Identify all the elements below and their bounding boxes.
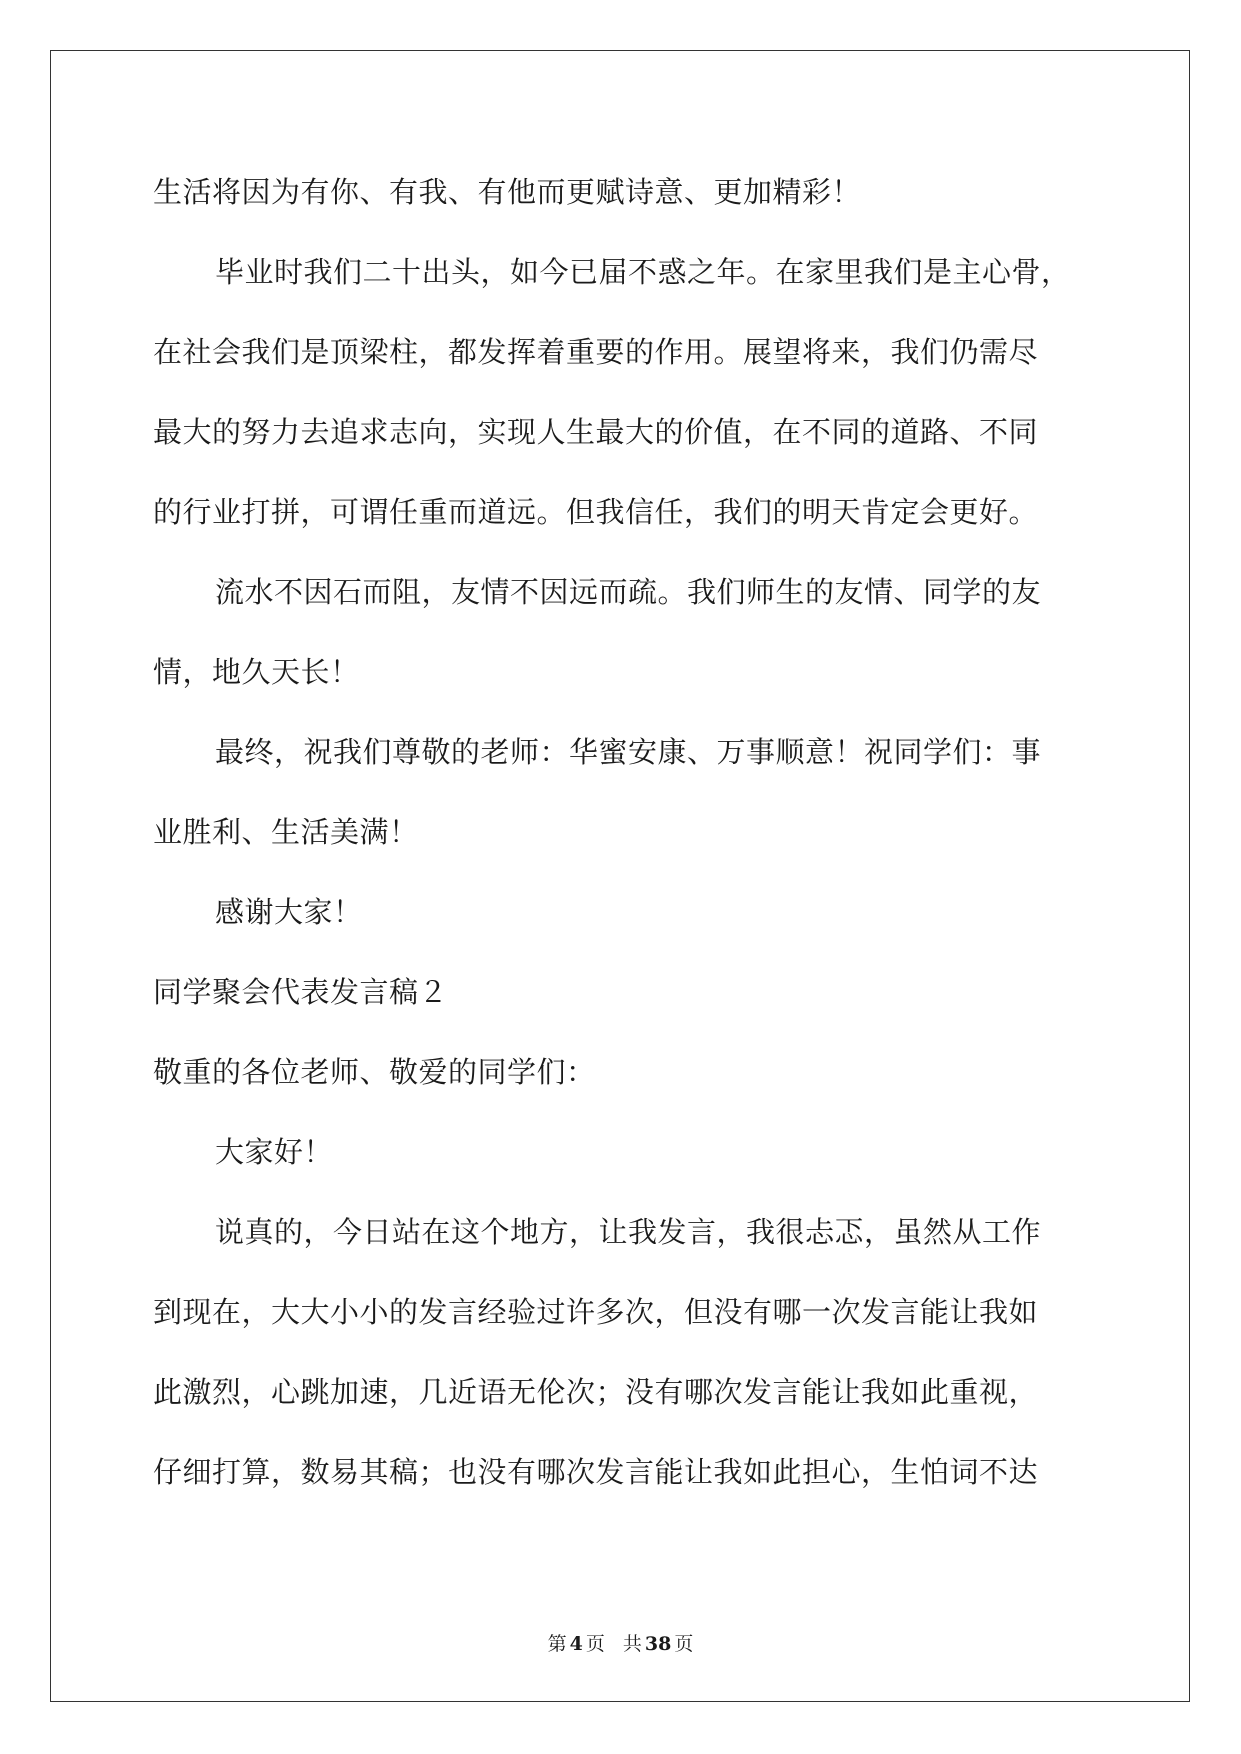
text-line: 的行业打拼，可谓任重而道远。但我信任，我们的明天肯定会更好。 [153,495,1039,529]
greeting: 大家好！ [215,1135,334,1169]
section-title: 同学聚会代表发言稿２ [153,975,449,1009]
paragraph-start-line: 流水不因石而阻，友情不因远而疏。我们师生的友情、同学的友 [215,575,1042,609]
total-page-count: 38 [644,1633,672,1655]
text-line: 情，地久天长！ [153,655,360,689]
text-line: 此激烈，心跳加速，几近语无伦次；没有哪次发言能让我如此重视， [153,1375,1039,1409]
paragraph-start-line: 最终，祝我们尊敬的老师：华蜜安康、万事顺意！祝同学们：事 [215,735,1042,769]
text-line: 业胜利、生活美满！ [153,815,419,849]
text-line: 在社会我们是顶梁柱，都发挥着重要的作用。展望将来，我们仍需尽 [153,335,1039,369]
total-prefix: 共 [622,1633,642,1655]
text-line: 最大的努力去追求志向，实现人生最大的价值，在不同的道路、不同 [153,415,1039,449]
current-page-number: 4 [569,1633,583,1655]
text-line: 生活将因为有你、有我、有他而更赋诗意、更加精彩！ [153,175,862,209]
page-footer [0,1632,1241,1656]
paragraph-start-line: 毕业时我们二十出头，如今已届不惑之年。在家里我们是主心骨， [215,255,1071,289]
text-line: 到现在，大大小小的发言经验过许多次，但没有哪一次发言能让我如 [153,1295,1039,1329]
page-unit: 页 [585,1633,605,1655]
paragraph-start-line: 感谢大家！ [215,895,363,929]
paragraph-start-line: 说真的，今日站在这个地方，让我发言，我很忐忑，虽然从工作 [215,1215,1042,1249]
page-prefix: 第 [547,1633,567,1655]
total-unit: 页 [674,1633,694,1655]
salutation: 敬重的各位老师、敬爱的同学们： [153,1055,596,1089]
text-line: 仔细打算，数易其稿；也没有哪次发言能让我如此担心，生怕词不达 [153,1455,1039,1489]
